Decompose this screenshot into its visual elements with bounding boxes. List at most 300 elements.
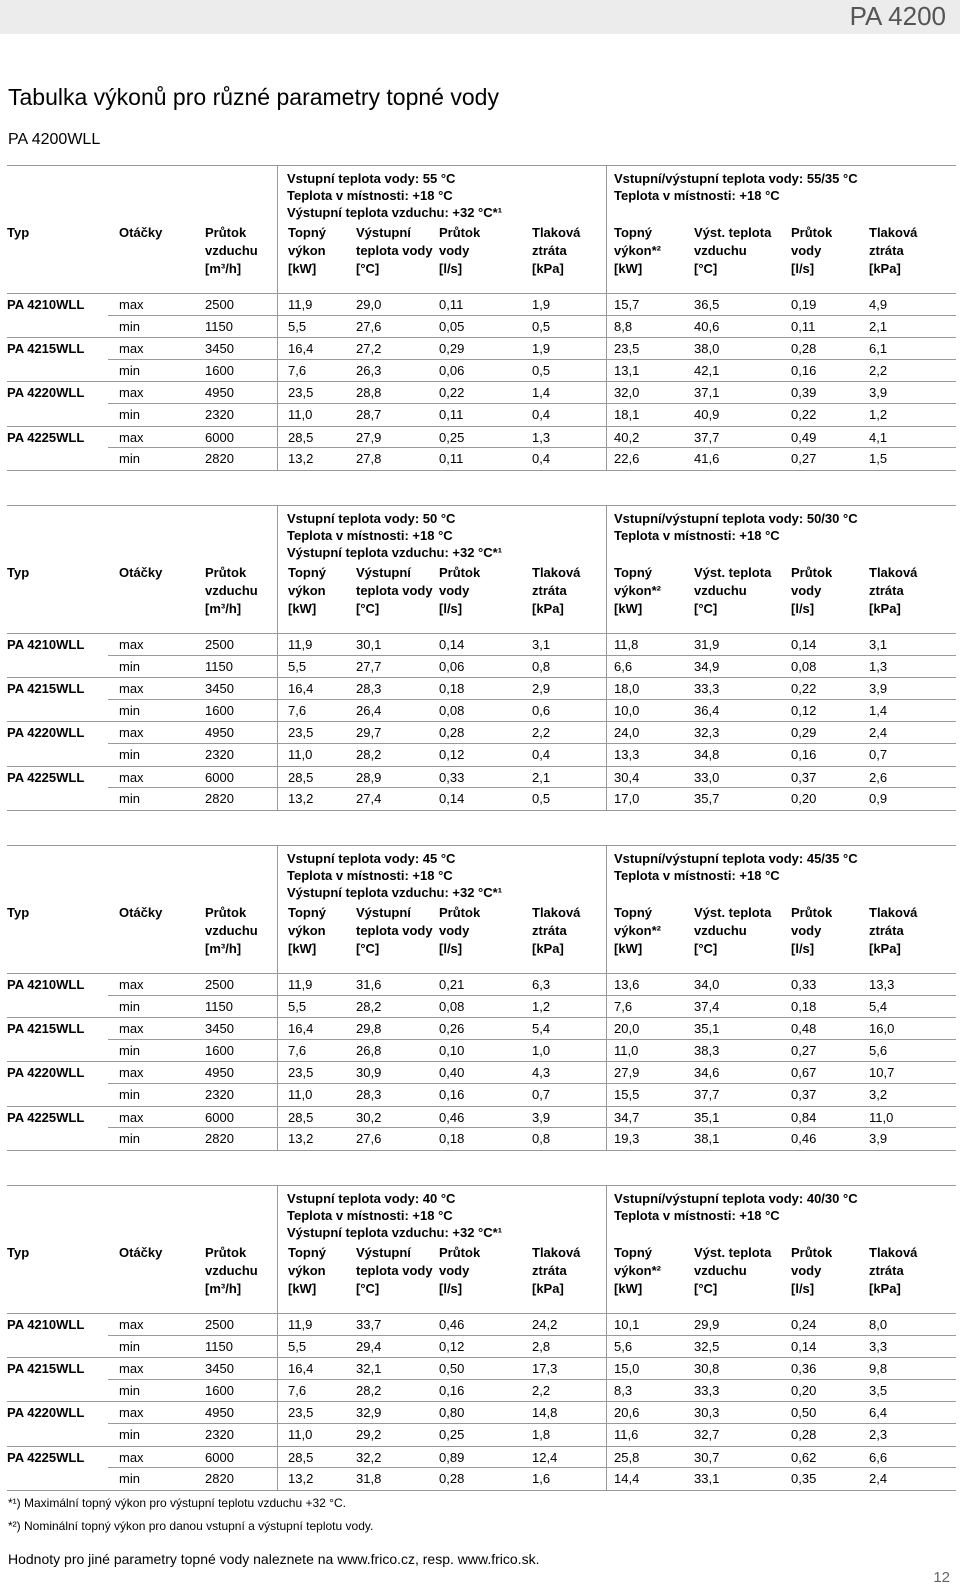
cell-prutok-vody: 0,18 [439,1131,465,1147]
column-header-line: Otáčky [119,905,163,920]
cell-prutok-vzduchu: 2320 [205,746,234,762]
column-header-line: ztráta [869,1263,904,1278]
cell-prutok-vody: 0,46 [439,1317,465,1332]
column-header-line: vody [791,923,822,938]
cell-prutok-vody: 0,14 [439,791,465,807]
cell-otacky: min [119,451,140,467]
cell-typ: PA 4220WLL [7,725,85,741]
cell-tlakova-ztrata-2: 4,1 [869,429,888,445]
column-divider [277,1358,278,1380]
cell-topny-vykon: 16,4 [288,1361,314,1377]
column-divider [606,1336,607,1358]
table-row [7,316,956,339]
cell-otacky: max [119,681,144,697]
cell-prutok-vzduchu: 3450 [205,681,234,697]
cell-otacky: max [119,1317,144,1332]
column-header-line: Průtok [791,905,833,920]
column-header-line: Topný [614,1245,653,1260]
column-divider [277,974,278,996]
column-header-tlakova-ztrata-2 [869,564,917,618]
column-header-tlakova-ztrata-2 [869,1244,917,1298]
column-header-tlakova-ztrata [532,1244,580,1298]
column-header-line: Otáčky [119,225,163,240]
table-row [7,1128,956,1151]
cell-tlakova-ztrata-2: 5,4 [869,998,888,1014]
column-header-line: [m³/h] [205,601,242,616]
cell-tlakova-ztrata-2: 1,5 [869,451,888,467]
cell-prutok-vody: 0,11 [439,451,464,467]
cell-prutok-vody-2: 0,22 [791,681,817,697]
column-divider [277,1314,278,1336]
cell-prutok-vzduchu: 6000 [205,769,234,785]
column-header-line: Tlaková [532,905,581,920]
column-header-line: Tlaková [532,225,581,240]
column-header-line: Průtok [205,225,247,240]
column-header-line: vzduchu [205,583,258,598]
cell-prutok-vody-2: 0,19 [791,297,817,312]
cell-vyst-teplota-vzduchu: 37,7 [694,429,720,445]
column-header-line: Průtok [439,565,481,580]
cell-prutok-vody: 0,11 [439,297,464,312]
column-header-line: [kPa] [869,1281,901,1296]
cell-vystupni-teplota: 27,4 [356,791,382,807]
column-header-line: Průtok [791,225,833,240]
column-divider [277,1128,278,1150]
cell-vystupni-teplota: 29,2 [356,1426,382,1442]
column-divider [277,1062,278,1084]
cell-vyst-teplota-vzduchu: 33,3 [694,1382,720,1398]
cell-vyst-teplota-vzduchu: 40,6 [694,318,720,334]
condition-left-line: Teplota v místnosti: +18 °C [287,528,453,543]
column-header-line: [°C] [694,941,718,956]
cell-vyst-teplota-vzduchu: 35,1 [694,1109,720,1125]
header-band [0,0,960,34]
cell-vystupni-teplota: 27,9 [356,429,382,445]
column-divider [606,1447,607,1469]
cell-tlakova-ztrata: 1,3 [532,429,551,445]
table-header [7,1185,956,1314]
column-header-line: teplota vody [356,243,433,258]
cell-prutok-vzduchu: 2500 [205,637,234,652]
cell-tlakova-ztrata: 0,7 [532,1086,551,1102]
cell-prutok-vzduchu: 6000 [205,1449,234,1465]
cell-topny-vykon: 11,0 [288,1086,313,1102]
column-header-line: vzduchu [205,923,258,938]
cell-tlakova-ztrata: 1,6 [532,1471,551,1487]
cell-prutok-vzduchu: 6000 [205,429,234,445]
table-row [7,678,956,700]
table-row [7,656,956,679]
cell-prutok-vody: 0,25 [439,1426,465,1442]
cell-prutok-vody-2: 0,27 [791,451,817,467]
cell-topny-vykon-2: 5,6 [614,1338,633,1354]
condition-left-line: Výstupní teplota vzduchu: +32 °C*¹ [287,545,503,560]
column-divider [277,506,278,633]
column-divider [277,846,278,973]
table-row [7,744,956,767]
cell-tlakova-ztrata-2: 6,4 [869,1405,888,1421]
cell-vyst-teplota-vzduchu: 34,9 [694,658,720,674]
cell-topny-vykon: 23,5 [288,1065,314,1081]
column-header-line: Tlaková [869,565,918,580]
cell-vyst-teplota-vzduchu: 33,3 [694,681,720,697]
cell-prutok-vzduchu: 2320 [205,406,234,422]
column-header-line: vzduchu [694,583,747,598]
cell-tlakova-ztrata-2: 3,2 [869,1086,888,1102]
cell-vystupni-teplota: 31,8 [356,1471,382,1487]
column-header-line: výkon*² [614,923,661,938]
column-header-line: ztráta [532,1263,567,1278]
cell-prutok-vody-2: 0,20 [791,1382,817,1398]
column-header-otacky [119,904,162,922]
cell-topny-vykon-2: 17,0 [614,791,640,807]
column-divider [606,294,607,316]
column-header-line: Průtok [439,225,481,240]
cell-vystupni-teplota: 27,6 [356,1131,382,1147]
column-header-topny-vykon [288,564,326,618]
column-divider [606,448,607,470]
column-header-line: vody [439,923,470,938]
column-divider [606,1062,607,1084]
cell-otacky: min [119,1426,140,1442]
cell-vyst-teplota-vzduchu: 33,0 [694,769,720,785]
column-header-topny-vykon-2 [614,1244,661,1298]
table-row [7,382,956,404]
cell-vyst-teplota-vzduchu: 31,9 [694,637,720,652]
cell-vyst-teplota-vzduchu: 30,8 [694,1361,720,1377]
cell-topny-vykon: 5,5 [288,658,307,674]
cell-typ: PA 4220WLL [7,1065,85,1081]
table-row [7,1084,956,1107]
cell-tlakova-ztrata-2: 2,4 [869,725,888,741]
column-header-line: Výstupní [356,565,411,580]
table-row [7,996,956,1019]
cell-prutok-vody: 0,16 [439,1382,465,1398]
column-header-line: výkon [288,923,326,938]
cell-tlakova-ztrata: 2,9 [532,681,551,697]
cell-prutok-vody: 0,21 [439,977,465,992]
column-divider [277,404,278,426]
cell-topny-vykon-2: 34,7 [614,1109,640,1125]
cell-tlakova-ztrata-2: 0,7 [869,746,888,762]
cell-prutok-vody-2: 0,35 [791,1471,817,1487]
cell-prutok-vzduchu: 4950 [205,1065,234,1081]
table-row [7,1018,956,1040]
cell-prutok-vody-2: 0,24 [791,1317,817,1332]
table-row [7,448,956,471]
cell-vystupni-teplota: 31,6 [356,977,382,992]
cell-topny-vykon: 28,5 [288,769,314,785]
cell-prutok-vzduchu: 4950 [205,725,234,741]
column-divider [606,404,607,426]
column-divider [606,1380,607,1402]
condition-left-line: Vstupní teplota vody: 50 °C [287,511,456,526]
cell-vystupni-teplota: 28,7 [356,406,382,422]
cell-vyst-teplota-vzduchu: 30,3 [694,1405,720,1421]
condition-right-line: Teplota v místnosti: +18 °C [614,528,780,543]
cell-topny-vykon: 13,2 [288,791,314,807]
column-divider [606,1084,607,1106]
column-divider [606,634,607,656]
column-divider [606,1358,607,1380]
column-header-line: ztráta [869,243,904,258]
cell-prutok-vzduchu: 1600 [205,1382,234,1398]
condition-left-line: Výstupní teplota vzduchu: +32 °C*¹ [287,205,503,220]
cell-prutok-vody-2: 0,50 [791,1405,817,1421]
cell-topny-vykon-2: 20,6 [614,1405,640,1421]
cell-vystupni-teplota: 32,2 [356,1449,382,1465]
column-header-otacky [119,1244,162,1262]
column-divider [277,427,278,449]
cell-prutok-vody: 0,26 [439,1021,465,1037]
cell-tlakova-ztrata-2: 3,5 [869,1382,888,1398]
cell-prutok-vody: 0,16 [439,1086,465,1102]
cell-vyst-teplota-vzduchu: 35,7 [694,791,720,807]
cell-prutok-vody-2: 0,28 [791,1426,817,1442]
column-header-line: Typ [7,565,30,580]
column-divider [606,656,607,678]
column-divider [277,996,278,1018]
column-divider [606,316,607,338]
cell-prutok-vzduchu: 1150 [205,318,233,334]
cell-prutok-vody-2: 0,14 [791,1338,817,1354]
column-header-typ [7,1244,29,1262]
column-header-line: ztráta [532,923,567,938]
column-header-line: [l/s] [439,601,463,616]
column-header-prutok-vody-2 [791,1244,832,1298]
cell-prutok-vzduchu: 3450 [205,1361,234,1377]
cell-prutok-vody: 0,50 [439,1361,465,1377]
table-row [7,1336,956,1359]
cell-topny-vykon: 5,5 [288,318,307,334]
column-header-line: výkon [288,243,326,258]
column-header-line: Tlaková [869,905,918,920]
cell-vyst-teplota-vzduchu: 34,6 [694,1065,720,1081]
column-header-line: Výstupní [356,905,411,920]
cell-topny-vykon-2: 27,9 [614,1065,640,1081]
cell-otacky: min [119,1131,140,1147]
cell-vyst-teplota-vzduchu: 33,1 [694,1471,720,1487]
cell-otacky: min [119,998,140,1014]
column-header-vystupni-teplota [356,224,433,278]
column-header-line: vzduchu [694,923,747,938]
cell-tlakova-ztrata: 1,4 [532,385,551,401]
column-header-line: [l/s] [791,1281,815,1296]
condition-right-line: Vstupní/výstupní teplota vody: 45/35 °C [614,851,858,866]
column-header-line: Výst. teplota [694,225,772,240]
column-header-line: Topný [614,225,653,240]
column-divider [277,722,278,744]
cell-prutok-vody: 0,80 [439,1405,465,1421]
column-header-line: Tlaková [869,1245,918,1260]
table-header [7,845,956,974]
column-header-vystupni-teplota [356,564,433,618]
column-header-otacky [119,224,162,242]
column-header-line: vody [791,583,822,598]
column-header-line: [kW] [614,601,643,616]
cell-tlakova-ztrata: 0,5 [532,791,551,807]
column-header-line: [l/s] [439,941,463,956]
cell-otacky: min [119,702,140,718]
condition-right-line: Vstupní/výstupní teplota vody: 55/35 °C [614,171,858,186]
column-header-prutok-vody-2 [791,564,832,618]
cell-topny-vykon: 5,5 [288,998,307,1014]
cell-topny-vykon-2: 8,3 [614,1382,633,1398]
column-header-line: Topný [614,905,653,920]
column-header-line: vody [439,583,470,598]
table-row [7,427,956,449]
cell-tlakova-ztrata: 1,2 [532,998,551,1014]
cell-prutok-vody: 0,46 [439,1109,465,1125]
column-header-line: Typ [7,905,30,920]
cell-topny-vykon-2: 22,6 [614,451,640,467]
column-header-tlakova-ztrata [532,564,580,618]
column-divider [606,1424,607,1446]
condition-left-line: Teplota v místnosti: +18 °C [287,868,453,883]
cell-prutok-vody: 0,14 [439,637,465,652]
cell-topny-vykon: 16,4 [288,1021,314,1037]
column-divider [606,1128,607,1150]
cell-otacky: max [119,1405,144,1421]
cell-topny-vykon-2: 11,6 [614,1426,639,1442]
column-header-vyst-teplota-vzduchu [694,1244,771,1298]
cell-prutok-vody: 0,29 [439,341,465,357]
cell-otacky: min [119,406,140,422]
table-row [7,634,956,656]
cell-typ: PA 4220WLL [7,385,85,401]
column-header-line: [l/s] [439,261,463,276]
cell-prutok-vzduchu: 2820 [205,451,234,467]
cell-prutok-vody: 0,33 [439,769,465,785]
cell-tlakova-ztrata-2: 3,9 [869,681,888,697]
column-divider [277,1468,278,1490]
cell-topny-vykon-2: 15,5 [614,1086,640,1102]
column-header-line: vody [791,1263,822,1278]
cell-otacky: min [119,791,140,807]
column-divider [277,744,278,766]
cell-typ: PA 4215WLL [7,1361,85,1377]
column-header-topny-vykon [288,224,326,278]
column-header-vystupni-teplota [356,1244,433,1298]
page-title: Tabulka výkonů pro různé parametry topné vody [8,84,499,110]
performance-table [7,165,956,471]
cell-prutok-vzduchu: 1600 [205,1042,234,1058]
cell-typ: PA 4210WLL [7,297,85,312]
column-header-prutok-vody [439,224,480,278]
cell-vystupni-teplota: 30,1 [356,637,382,652]
column-header-line: Tlaková [532,565,581,580]
column-divider [606,1468,607,1490]
cell-topny-vykon: 11,0 [288,746,313,762]
cell-tlakova-ztrata-2: 3,3 [869,1338,888,1354]
column-header-prutok-vody [439,904,480,958]
performance-table [7,1185,956,1491]
cell-tlakova-ztrata: 0,5 [532,362,551,378]
cell-tlakova-ztrata-2: 6,6 [869,1449,888,1465]
cell-tlakova-ztrata-2: 1,2 [869,406,888,422]
cell-typ: PA 4225WLL [7,1109,85,1125]
cell-topny-vykon: 7,6 [288,362,307,378]
column-header-line: vody [439,243,470,258]
column-header-line: [°C] [356,261,380,276]
column-divider [606,360,607,382]
column-header-line: [kW] [614,1281,643,1296]
cell-prutok-vody-2: 0,14 [791,637,817,652]
condition-right-line: Teplota v místnosti: +18 °C [614,868,780,883]
cell-prutok-vody: 0,18 [439,681,465,697]
column-header-line: [kPa] [869,601,901,616]
cell-tlakova-ztrata-2: 2,1 [869,318,888,334]
column-header-line: Průtok [205,905,247,920]
cell-vyst-teplota-vzduchu: 32,7 [694,1426,720,1442]
cell-prutok-vody-2: 0,16 [791,746,817,762]
cell-topny-vykon: 13,2 [288,451,314,467]
cell-typ: PA 4215WLL [7,681,85,697]
cell-prutok-vody: 0,08 [439,998,465,1014]
cell-topny-vykon: 11,9 [288,1317,313,1332]
column-header-line: ztráta [869,583,904,598]
column-divider [606,974,607,996]
cell-vystupni-teplota: 26,3 [356,362,382,378]
cell-tlakova-ztrata: 2,2 [532,725,551,741]
cell-vyst-teplota-vzduchu: 38,1 [694,1131,720,1147]
column-divider [277,338,278,360]
cell-topny-vykon-2: 10,0 [614,702,640,718]
cell-topny-vykon: 7,6 [288,1382,307,1398]
column-header-line: výkon [288,583,326,598]
column-header-line: [l/s] [791,261,815,276]
cell-vystupni-teplota: 26,8 [356,1042,382,1058]
column-header-line: Průtok [791,565,833,580]
cell-otacky: max [119,429,144,445]
column-header-line: [l/s] [791,941,815,956]
cell-prutok-vody: 0,28 [439,725,465,741]
cell-topny-vykon-2: 20,0 [614,1021,640,1037]
bottom-note: Hodnoty pro jiné parametry topné vody naleznete na www.frico.cz, resp. www.frico.sk. [8,1551,540,1567]
cell-topny-vykon-2: 7,6 [614,998,633,1014]
cell-vystupni-teplota: 29,7 [356,725,382,741]
cell-tlakova-ztrata: 3,9 [532,1109,551,1125]
cell-otacky: min [119,318,140,334]
cell-tlakova-ztrata-2: 11,0 [869,1109,894,1125]
table-row [7,1402,956,1424]
cell-vystupni-teplota: 29,0 [356,297,382,312]
column-header-line: Typ [7,1245,30,1260]
cell-tlakova-ztrata: 4,3 [532,1065,551,1081]
cell-tlakova-ztrata: 2,8 [532,1338,551,1354]
column-divider [277,788,278,810]
cell-topny-vykon-2: 15,0 [614,1361,640,1377]
column-header-topny-vykon-2 [614,564,661,618]
cell-tlakova-ztrata-2: 3,9 [869,1131,888,1147]
column-divider [606,722,607,744]
column-header-line: ztráta [532,243,567,258]
column-header-topny-vykon-2 [614,904,661,958]
cell-topny-vykon: 11,9 [288,637,313,652]
column-header-line: Průtok [791,1245,833,1260]
column-header-line: [kPa] [532,1281,564,1296]
cell-vystupni-teplota: 30,9 [356,1065,382,1081]
cell-vyst-teplota-vzduchu: 32,3 [694,725,720,741]
column-divider [606,788,607,810]
cell-tlakova-ztrata: 1,8 [532,1426,551,1442]
table-row [7,788,956,811]
cell-topny-vykon: 11,0 [288,406,313,422]
column-divider [606,767,607,789]
cell-topny-vykon-2: 25,8 [614,1449,640,1465]
cell-prutok-vzduchu: 2500 [205,297,234,312]
column-header-line: teplota vody [356,583,433,598]
